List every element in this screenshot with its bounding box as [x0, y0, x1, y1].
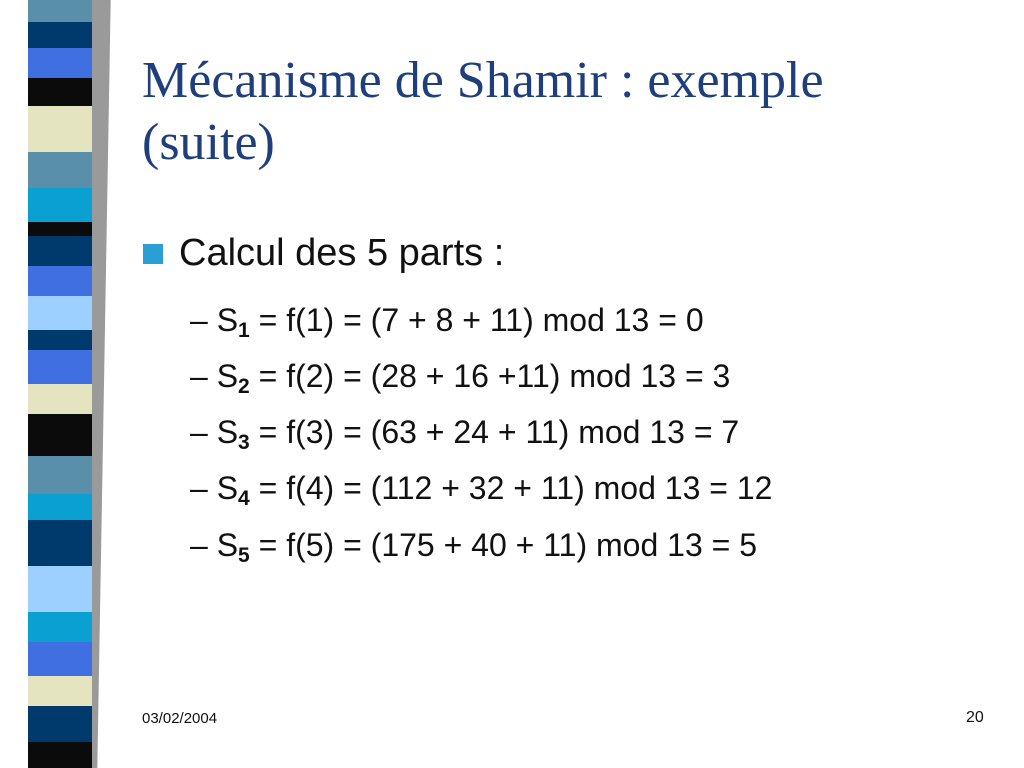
share-expression: = f(4) = (112 + 32 + 11) mod 13 = 12 [249, 470, 773, 506]
stripe-band [28, 22, 92, 48]
share-expression: = f(5) = (175 + 40 + 11) mod 13 = 5 [249, 527, 757, 563]
stripe-band [28, 266, 92, 296]
sub-bullet-s4 [190, 470, 772, 511]
share-symbol: S [216, 414, 239, 450]
square-bullet-icon [143, 244, 163, 264]
share-index: 5 [238, 544, 250, 567]
share-symbol: S [216, 470, 239, 506]
stripe-band [28, 706, 92, 742]
stripe-band [28, 0, 92, 22]
dash: – [190, 414, 208, 450]
page-number: 20 [966, 709, 984, 726]
stripe-band [28, 494, 92, 520]
stripe-band [28, 676, 92, 706]
stripe-band [28, 384, 92, 414]
share-index: 4 [238, 487, 250, 510]
stripe-band [28, 78, 92, 106]
stripe-band [28, 612, 92, 642]
share-index: 3 [238, 431, 250, 454]
stripe-band [28, 742, 92, 768]
sub-bullet-s3 [190, 414, 739, 455]
share-index: 1 [238, 319, 250, 342]
share-expression: = f(2) = (28 + 16 +11) mod 13 = 3 [249, 358, 731, 394]
slide-title-line1: Mécanisme de Shamir : exemple [142, 52, 824, 109]
stripe-band [28, 152, 92, 188]
stripe-band [28, 520, 92, 566]
stripe-band [28, 330, 92, 350]
sub-bullet-s2 [190, 358, 730, 399]
share-expression: = f(1) = (7 + 8 + 11) mod 13 = 0 [249, 302, 704, 338]
stripe-band [28, 456, 92, 494]
stripe-band [28, 222, 92, 236]
bullet-text: Calcul des 5 parts : [179, 232, 505, 274]
decorative-stripe [28, 0, 92, 768]
share-symbol: S [216, 527, 239, 563]
share-expression: = f(3) = (63 + 24 + 11) mod 13 = 7 [249, 414, 740, 450]
sub-bullet-s1 [190, 302, 704, 343]
slide-title [142, 50, 1002, 174]
stripe-band [28, 642, 92, 676]
stripe-band [28, 566, 92, 612]
footer-date: 03/02/2004 [142, 710, 218, 727]
bullet-calcul [143, 232, 504, 275]
share-index: 2 [238, 375, 250, 398]
dash: – [190, 302, 208, 338]
slide-title-line2: (suite) [142, 114, 275, 171]
stripe-band [28, 106, 92, 152]
stripe-band [28, 350, 92, 384]
share-symbol: S [216, 302, 239, 338]
stripe-band [28, 188, 92, 222]
stripe-band [28, 236, 92, 266]
stripe-band [28, 414, 92, 456]
dash: – [190, 470, 208, 506]
sub-bullet-s5 [190, 527, 757, 568]
dash: – [190, 527, 208, 563]
dash: – [190, 358, 208, 394]
stripe-band [28, 48, 92, 78]
stripe-band [28, 296, 92, 330]
share-symbol: S [216, 358, 239, 394]
